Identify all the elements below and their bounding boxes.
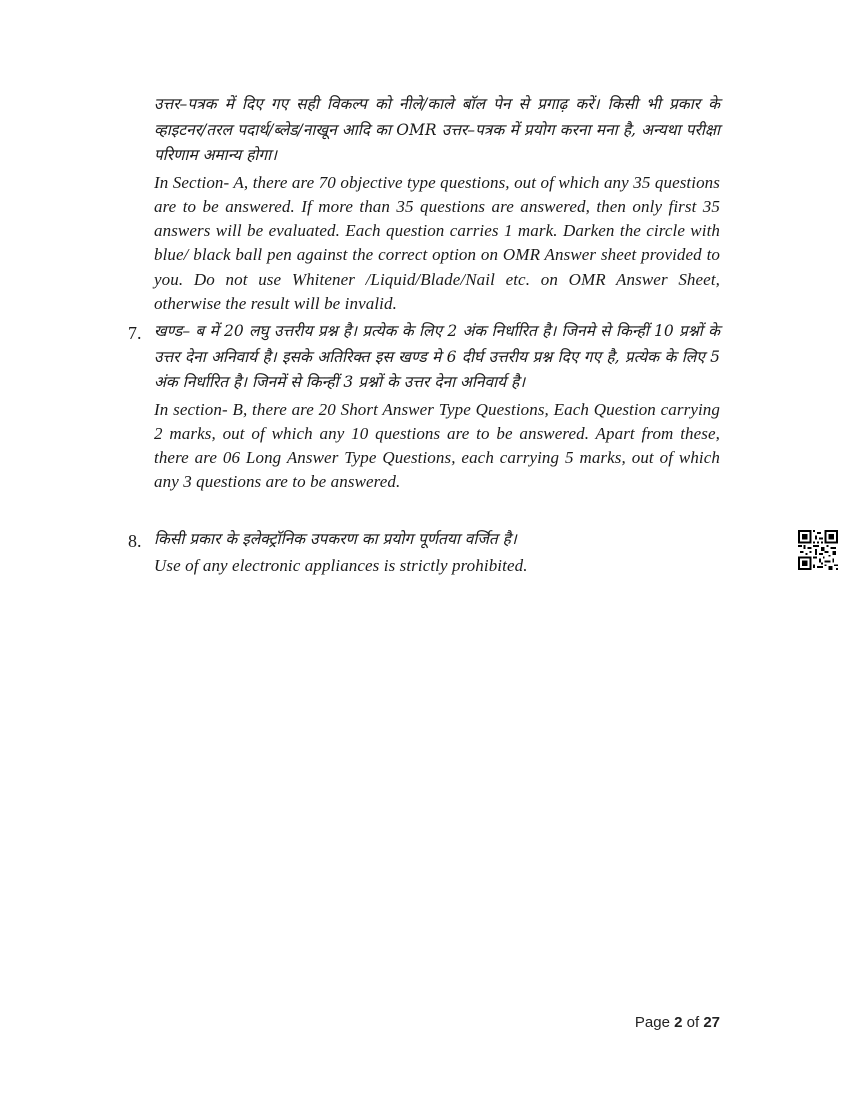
page-number-footer bbox=[600, 1014, 720, 1031]
item-8-hindi-text: किसी प्रकार के इलेक्ट्रॉनिक उपकरण का प्रयोग पूर्णतया वर्जित है। bbox=[154, 530, 517, 548]
item-7-english-text: In section- B, there are 20 Short Answer Type Questions, Each Question carrying 2 marks, out of which any 10 questions are to be answered. Apart from these, there are 06 Long Answer Type Questions, each carrying 5 marks, out of which any 3 questions are to be answered. bbox=[154, 399, 720, 492]
section-a-instructions bbox=[154, 92, 720, 316]
item-8-number: 8. bbox=[128, 531, 142, 551]
current-page-number: 2 bbox=[674, 1014, 683, 1031]
item-7-hindi-text: खण्ड– ब में 20 लघु उत्तरीय प्रश्न है। प्रत्येक के लिए 2 अंक निर्धारित है। जिनमे से किन्हीं 10 प्रश्नों के उत्तर देना अनिवार्य है। इसके अतिरिक्त इस खण्ड मे 6 दीर्घ उत्तरीय प्रश्न दिए गए है, प्रत्येक के लिए 5 अंक निर्धारित है। जिनमें से किन्हीं 3 प्रश्नों के उत्तर देना अनिवार्य है। bbox=[154, 322, 720, 391]
of-label: of bbox=[686, 1014, 700, 1031]
section-a-hindi-text: उत्तर–पत्रक में दिए गए सही विकल्प को नीले/काले बॉल पेन से प्रगाढ़ करें। किसी भी प्रकार के व्हाइटनर/तरल पदार्थ/ब्लेड/नाखून आदि का OMR उत्तर–पत्रक में प्रयोग करना मना है, अन्यथा परीक्षा परिणाम अमान्य होगा। bbox=[154, 95, 720, 164]
page-label: Page bbox=[634, 1014, 670, 1031]
item-7-number: 7. bbox=[128, 323, 142, 343]
qr-code-icon bbox=[798, 530, 838, 570]
section-a-english-text: In Section- A, there are 70 objective type questions, out of which any 35 questions are to be answered. If more than 35 questions are answered, then only first 35 answers will be evaluated. Each question carries 1 mark. Darken the circle with blue/ black ball pen against the correct option on OMR Answer sheet provided to you. Do not use Whitener /Liquid/Blade/Nail etc. on OMR Answer Sheet, otherwise the result will be invalid. bbox=[154, 172, 720, 313]
item-8-english-text: Use of any electronic appliances is strictly prohibited. bbox=[154, 555, 528, 575]
item-7-instructions bbox=[154, 319, 720, 495]
total-pages-number: 27 bbox=[703, 1014, 720, 1031]
item-8-instructions bbox=[154, 527, 720, 578]
